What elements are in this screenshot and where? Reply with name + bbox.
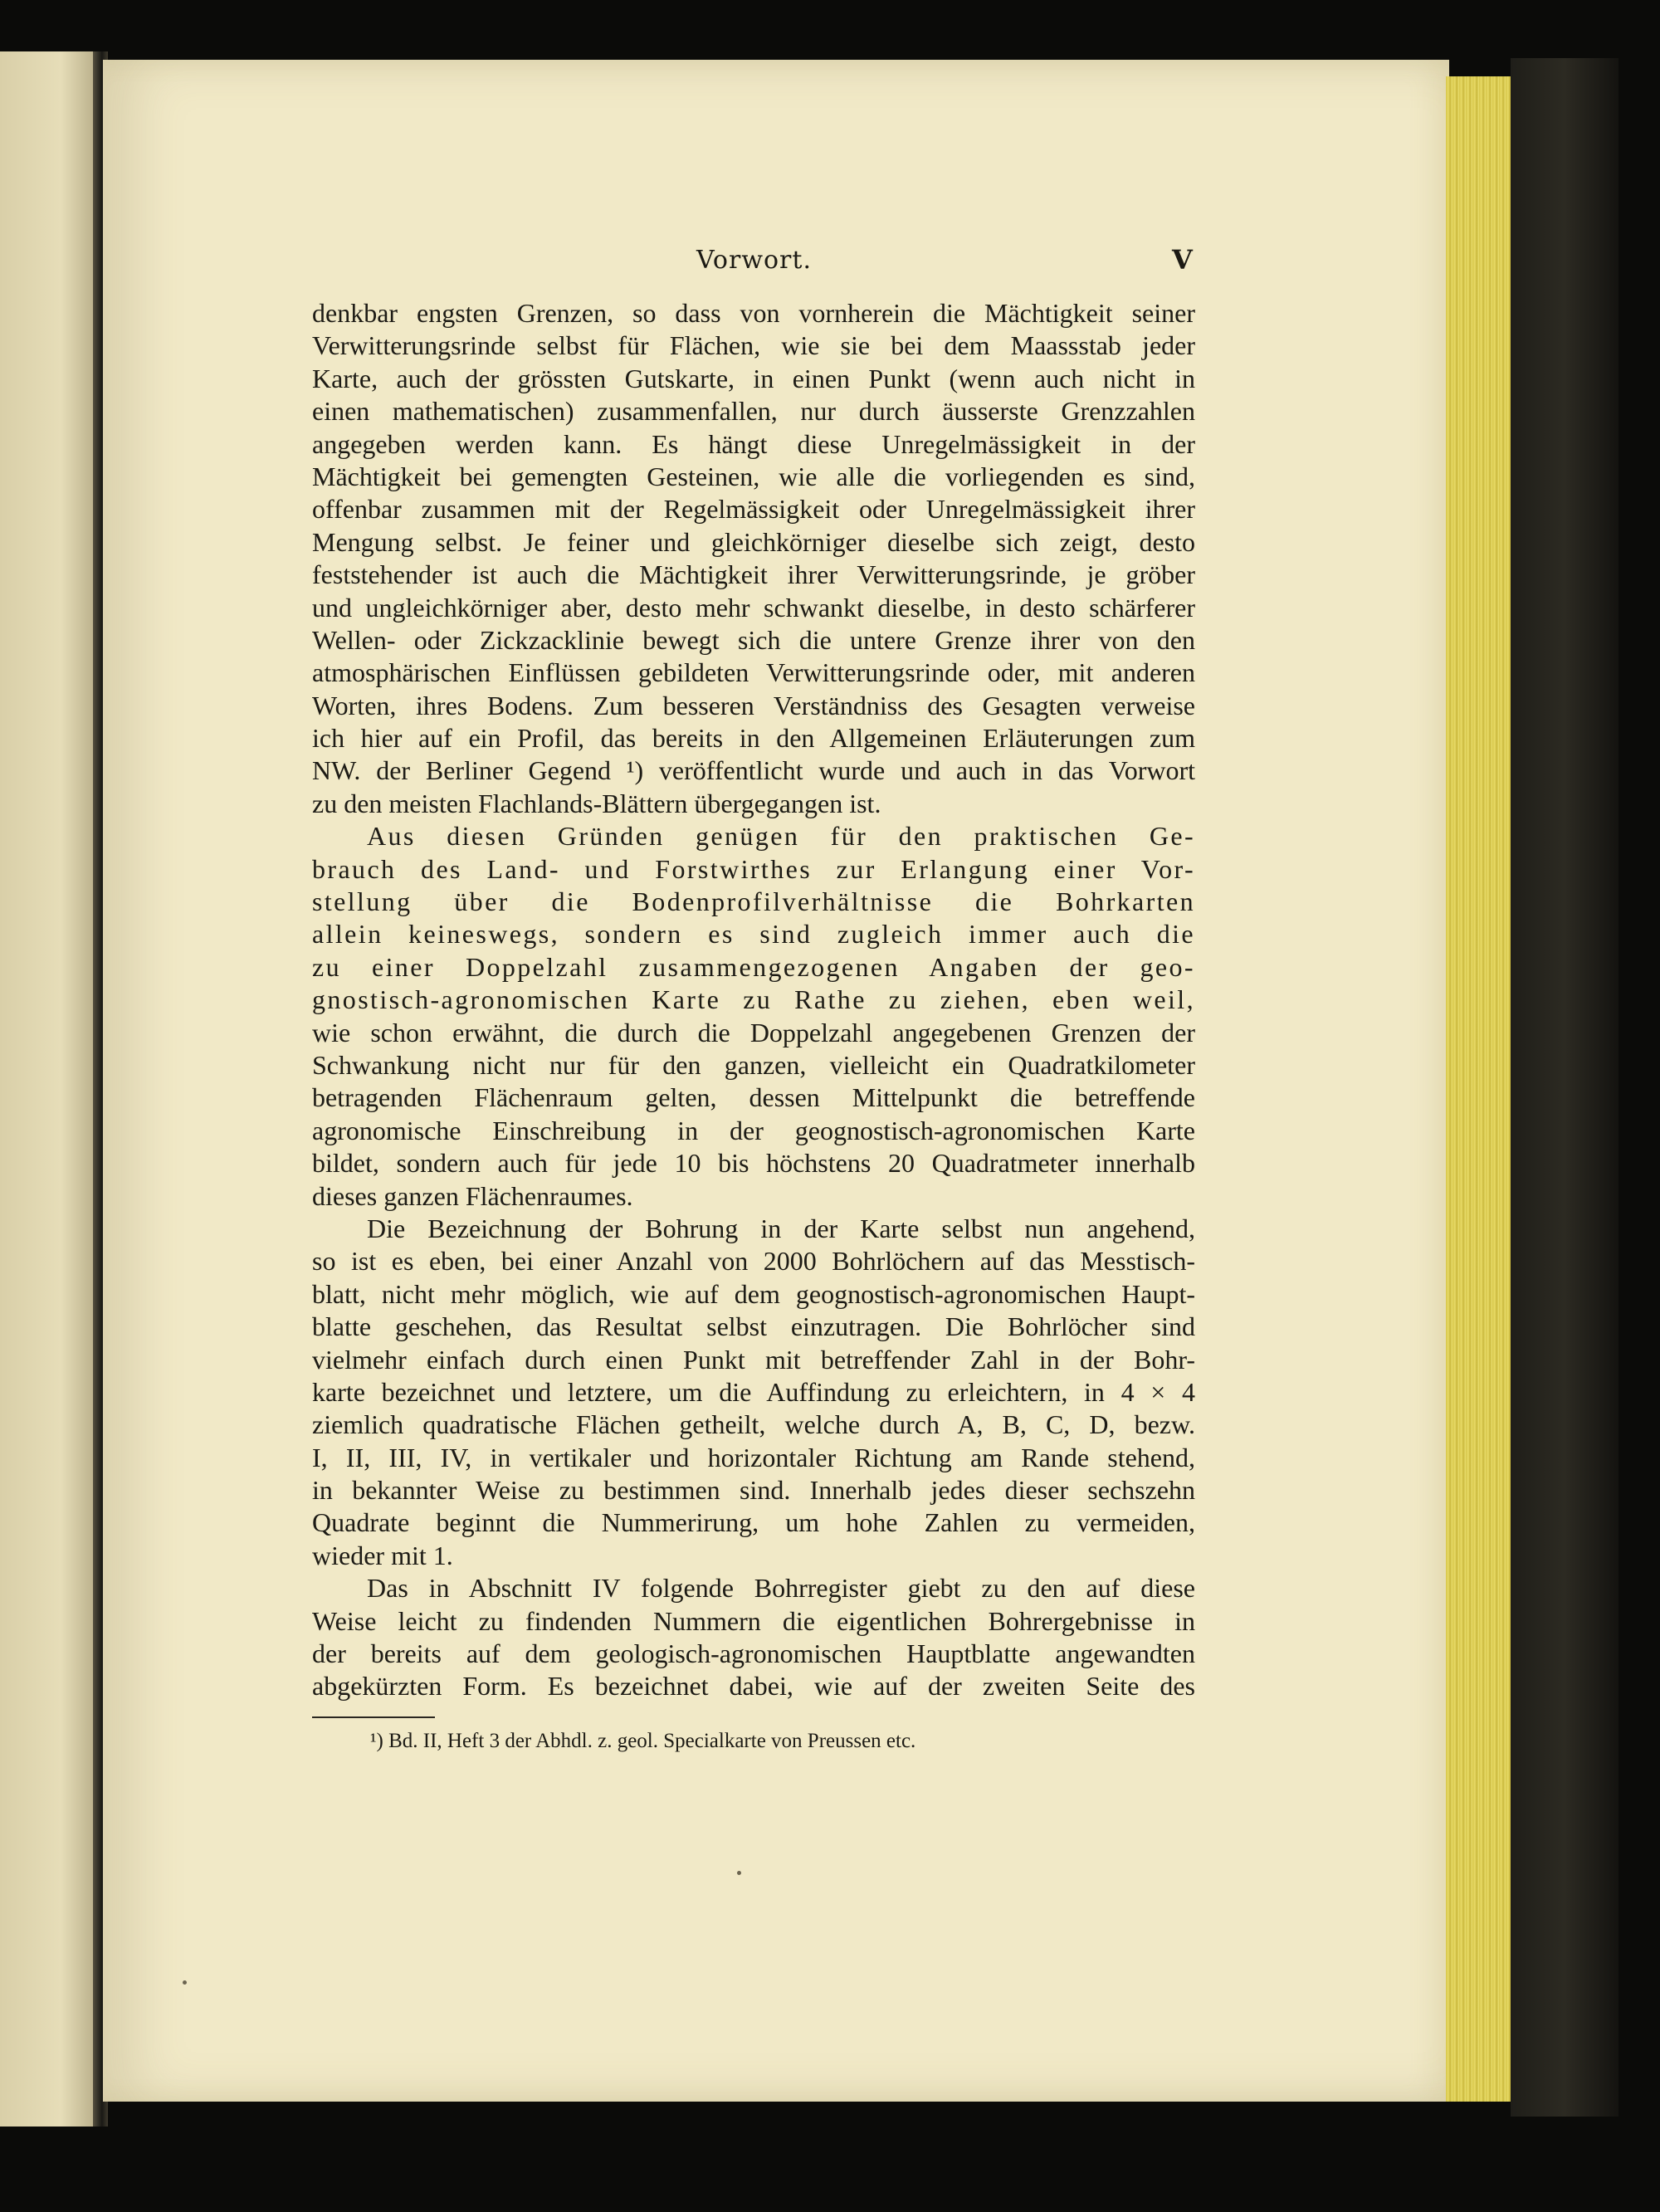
text-line: abgekürzten Form. Es bezeichnet dabei, wie auf der zweiten Seite des	[312, 1671, 1195, 1702]
text-line: blatt, nicht mehr möglich, wie auf dem geognostisch-agronomischen Haupt-	[312, 1278, 1195, 1309]
text-line: Mächtigkeit bei gemengten Gesteinen, wie alle die vorliegenden es sind,	[312, 461, 1195, 491]
book-cover-edge	[1511, 58, 1618, 2117]
paper-speck	[737, 1871, 741, 1875]
text-line: Schwankung nicht nur für den ganzen, vielleicht ein Quadratkilometer	[312, 1049, 1195, 1080]
text-line: agronomische Einschreibung in der geognostisch-agronomischen Karte	[312, 1115, 1195, 1145]
footnote: ¹) Bd. II, Heft 3 der Abhdl. z. geol. Specialkarte von Preussen etc.	[370, 1730, 916, 1752]
text-line: stellung über die Bodenprofilverhältnisse die Bohrkarten	[312, 886, 1195, 917]
text-line: NW. der Berliner Gegend ¹) veröffentlicht wurde und auch in das Vorwort	[312, 755, 1195, 786]
text-line: Die Bezeichnung der Bohrung in der Karte selbst nun angehend,	[367, 1213, 1195, 1243]
text-line: Das in Abschnitt IV folgende Bohrregister giebt zu den auf diese	[367, 1573, 1195, 1604]
text-line: denkbar engsten Grenzen, so dass von vornherein die Mächtigkeit seiner	[312, 298, 1195, 328]
text-line: gnostisch-agronomischen Karte zu Rathe zu ziehen, eben weil,	[312, 984, 1195, 1015]
text-line: betragenden Flächenraum gelten, dessen Mittelpunkt die betreffende	[312, 1082, 1195, 1113]
text-line: einen mathematischen) zusammenfallen, nur durch äusserste Grenzzahlen	[312, 396, 1195, 427]
text-line: Karte, auch der grössten Gutskarte, in einen Punkt (wenn auch nicht in	[312, 363, 1195, 393]
text-line: brauch des Land- und Forstwirthes zur Erlangung einer Vor-	[312, 853, 1195, 884]
text-line: atmosphärischen Einflüssen gebildeten Verwitterungsrinde oder, mit anderen	[312, 657, 1195, 688]
text-line: der bereits auf dem geologisch-agronomischen Hauptblatte angewandten	[312, 1638, 1195, 1669]
gilt-page-edges	[1446, 76, 1514, 2102]
text-line: und ungleichkörniger aber, desto mehr schwankt dieselbe, in desto schärferer	[312, 592, 1195, 623]
footnote-rule	[312, 1716, 435, 1718]
text-line: zu einer Doppelzahl zusammengezogenen Angaben der geo-	[312, 951, 1195, 982]
text-line: angegeben werden kann. Es hängt diese Unregelmässigkeit in der	[312, 428, 1195, 459]
text-line: Worten, ihres Bodens. Zum besseren Verständniss des Gesagten verweise	[312, 690, 1195, 720]
text-line: in bekannter Weise zu bestimmen sind. Innerhalb jedes dieser sechszehn	[312, 1475, 1195, 1506]
text-line: Mengung selbst. Je feiner und gleichkörniger dieselbe sich zeigt, desto	[312, 526, 1195, 557]
page-header	[103, 246, 1449, 287]
text-line: bildet, sondern auch für jede 10 bis höchstens 20 Quadratmeter innerhalb	[312, 1148, 1195, 1179]
text-line: blatte geschehen, das Resultat selbst einzutragen. Die Bohrlöcher sind	[312, 1311, 1195, 1342]
text-line: offenbar zusammen mit der Regelmässigkeit oder Unregelmässigkeit ihrer	[312, 494, 1195, 525]
left-page-edge	[0, 51, 101, 2127]
text-line: wieder mit 1.	[312, 1540, 453, 1570]
text-line: vielmehr einfach durch einen Punkt mit betreffender Zahl in der Bohr-	[312, 1344, 1195, 1375]
body-text	[312, 297, 1195, 1703]
text-line: I, II, III, IV, in vertikaler und horizontaler Richtung am Rande stehend,	[312, 1442, 1195, 1472]
paper-speck	[183, 1980, 187, 1985]
text-line: so ist es eben, bei einer Anzahl von 2000 Bohrlöchern auf das Messtisch-	[312, 1246, 1195, 1277]
page-number: V	[1172, 244, 1193, 276]
text-line: wie schon erwähnt, die durch die Doppelzahl angegebenen Grenzen der	[312, 1017, 1195, 1047]
text-line: dieses ganzen Flächenraumes.	[312, 1180, 633, 1211]
text-line: ziemlich quadratische Flächen getheilt, welche durch A, B, C, D, bezw.	[312, 1409, 1195, 1440]
text-line: karte bezeichnet und letztere, um die Auffindung zu erleichtern, in 4 × 4	[312, 1376, 1195, 1407]
text-line: feststehender ist auch die Mächtigkeit ihrer Verwitterungsrinde, je gröber	[312, 559, 1195, 590]
text-line: allein keineswegs, sondern es sind zugleich immer auch die	[312, 919, 1195, 950]
text-line: Verwitterungsrinde selbst für Flächen, wie sie bei dem Maassstab jeder	[312, 330, 1195, 361]
running-title: Vorwort.	[696, 246, 812, 275]
text-line: Weise leicht zu findenden Nummern die eigentlichen Bohrergebnisse in	[312, 1605, 1195, 1636]
text-line: zu den meisten Flachlands-Blättern übergegangen ist.	[312, 788, 881, 818]
text-line: ich hier auf ein Profil, das bereits in den Allgemeinen Erläuterungen zum	[312, 723, 1195, 754]
text-line: Aus diesen Gründen genügen für den praktischen Ge-	[367, 821, 1195, 852]
text-line: Wellen- oder Zickzacklinie bewegt sich die untere Grenze ihrer von den	[312, 624, 1195, 655]
text-line: Quadrate beginnt die Nummerirung, um hohe Zahlen zu vermeiden,	[312, 1507, 1195, 1538]
